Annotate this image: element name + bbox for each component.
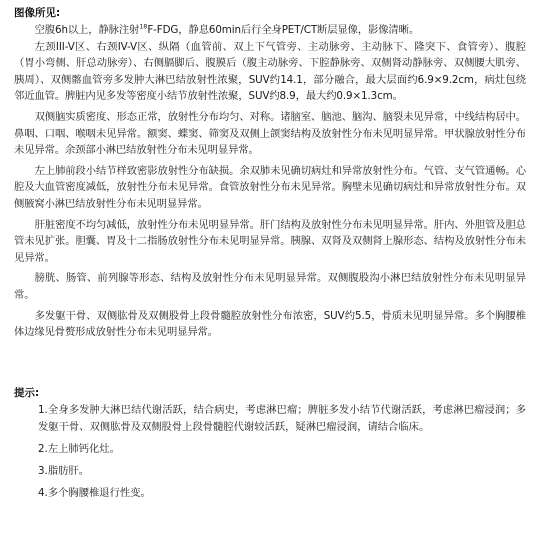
hint-item: 3.脂肪肝。 (38, 465, 90, 477)
findings-heading: 图像所见: (14, 7, 61, 19)
findings-paragraph-abdomen: 肝脏密度不均匀减低，放射性分布未见明显异常。肝门结构及放射性分布未见明显异常。肝内、外胆管及胆总管未见扩张。胆囊、胃及十二指肠放射性分布未见明显异常。胰腺、双肾及双侧肾上腺形态、结构及放射性分布未见异常。 (14, 218, 526, 264)
findings-intro (14, 22, 526, 39)
isotope-superscript: 18 (139, 22, 148, 31)
hints-list (38, 402, 526, 507)
hint-item: 4.多个胸腰椎退行性变。 (38, 487, 151, 499)
findings-paragraph-lymph-nodes: 左颈III-V区、右颈IV-V区、纵隔（血管前、双上下气管旁、主动脉旁、主动脉下、隆突下、食管旁）、腹腔（胃小弯侧、肝总动脉旁）、右侧膈脚后、腹膜后（腹主动脉旁、下腔静脉旁、双侧肾动静脉旁、双侧腰大肌旁、胰周）、双侧髂血管旁多发肿大淋巴结放射性浓聚，SUV约14.1，部分融合，最大层面约6.9×9.2cm，病灶包绕邻近血管。脾脏内见多发等密度小结节放射性浓聚，SUV约8.9，最大约0.9×1.3cm。 (14, 40, 526, 103)
intro-text-after: F-FDG，静息60min后行全身PET/CT断层显像，影像清晰。 (147, 24, 420, 36)
hint-item: 2.左上肺钙化灶。 (38, 443, 120, 455)
hints-heading: 提示: (14, 387, 40, 399)
findings-paragraph-bone: 多发躯干骨、双侧肱骨及双侧股骨上段骨髓腔放射性分布浓密，SUV约5.5，骨质未见明显异常。多个胸腰椎体边缘见骨赘形成放射性分布未见明显异常。 (14, 309, 526, 339)
intro-text-before: 空腹6h以上，静脉注射 (34, 24, 140, 36)
findings-paragraph-head-neck: 双侧脑实质密度、形态正常，放射性分布均匀、对称。诸脑室、脑池、脑沟、脑裂未见异常，中线结构居中。鼻咽、口咽、喉咽未见异常。额窦、蝶窦、筛窦及双侧上颌窦结构及放射性分布未见明显异常。甲状腺放射性分布未见异常。余颈部小淋巴结放射性分布未见明显异常。 (14, 110, 526, 157)
hint-item: 1.全身多发肿大淋巴结代谢活跃，结合病史，考虑淋巴瘤；脾脏多发小结节代谢活跃，考虑淋巴瘤浸润；多发躯干骨、双侧肱骨及双侧股骨上段骨髓腔代谢较活跃，疑淋巴瘤浸润，请结合临床。 (38, 404, 526, 433)
findings-paragraph-chest: 左上肺前段小结节样致密影放射性分布缺损。余双肺未见确切病灶和异常放射性分布。气管、支气管通畅。心腔及大血管密度减低，放射性分布未见异常。食管放射性分布未见异常。胸壁未见确切病灶和异常放射性分布。双侧腋窝小淋巴结放射性分布未见明显异常。 (14, 164, 526, 210)
findings-body (14, 22, 526, 345)
findings-paragraph-pelvis: 膀胱、肠管、前列腺等形态、结构及放射性分布未见明显异常。双侧腹股沟小淋巴结放射性分布未见明显异常。 (14, 272, 526, 301)
